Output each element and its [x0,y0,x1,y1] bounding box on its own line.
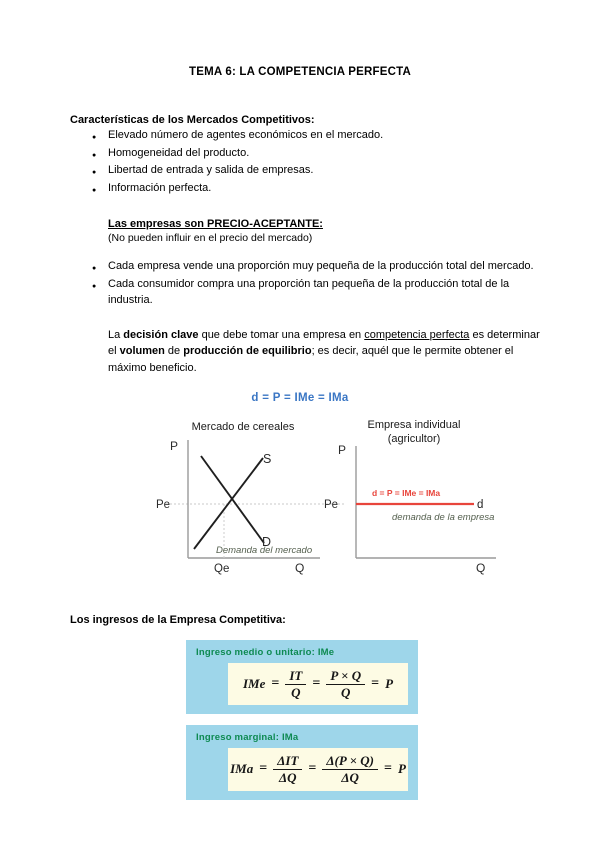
card-ingreso-medio [186,640,418,714]
chart-title-empresa-line2: (agricultor) [387,433,441,445]
eq-op-2-ime: = [312,676,321,692]
charts-figure [148,416,508,586]
list-item: ● Información perfecta. [0,180,600,197]
key-equation: d = P = IMe = IMa [251,392,349,404]
bullet-list-proporciones [0,258,600,309]
equation-ingreso-medio [243,669,393,699]
formula-cards [186,640,418,800]
firm-demand-equation-label: d = P = IMe = IMa [372,488,441,498]
eq-lhs-ime: IMe [242,676,266,692]
eq-frac1-numerator-ima: ΔIT [273,754,302,770]
eq-rhs-ima: P [397,761,406,777]
card-title-ingreso-marginal: Ingreso marginal: IMa [196,732,299,744]
chart-title-mercado: Mercado de cereales [191,421,295,433]
eq-fraction-1-ime [285,669,306,699]
eq-op-1-ima: = [259,761,268,777]
eq-frac2-denominator-ima: ΔQ [341,769,359,785]
list-item: ● Homogeneidad del producto. [0,145,600,162]
demanda-de-la-empresa-label: demanda de la empresa [392,512,495,523]
sub-note-precio-aceptante: (No pueden influir en el precio del mercado) [108,232,313,244]
y-tick-pe-right: Pe [324,499,339,511]
chart-title-empresa-line1: Empresa individual [367,419,461,431]
para-bold-volumen: volumen [119,345,165,357]
para-bold-decision-clave: decisión clave [123,328,199,341]
page-title: TEMA 6: LA COMPETENCIA PERFECTA [189,66,411,78]
y-tick-pe-left: Pe [156,499,171,511]
para-underline-competencia-perfecta: competencia perfecta [364,328,470,341]
firm-demand-d-label: d [477,499,484,511]
list-item: ● Cada consumidor compra una proporción tan pequeña de la producción total de la industria. [0,276,600,309]
section-heading-caracteristicas: Características de los Mercados Competitivos: [70,114,315,126]
eq-frac1-numerator-ime: IT [285,669,306,685]
paragraph-decision-clave [108,309,542,377]
card-ingreso-marginal [186,725,418,799]
economics-diagrams [148,416,508,586]
eq-frac2-numerator-ime: P × Q [326,669,365,685]
eq-fraction-1-ima [273,754,302,784]
eq-op-1-ime: = [271,676,280,692]
equation-box-ingreso-medio [228,663,408,705]
eq-frac2-denominator-ime: Q [341,684,351,700]
bullet-list-caracteristicas [0,127,600,196]
equation-box-ingreso-marginal [228,748,408,790]
eq-frac1-denominator-ima: ΔQ [279,769,297,785]
section-heading-ingresos: Los ingresos de la Empresa Competitiva: [70,614,286,626]
demand-curve-label: D [262,535,272,549]
eq-frac1-denominator-ime: Q [291,684,301,700]
y-axis-label-right: P [338,443,347,457]
para-text-2: que debe tomar una empresa en [198,328,365,341]
para-text-4: de [164,345,184,357]
eq-op-3-ime: = [371,676,380,692]
demanda-del-mercado-label: Demanda del mercado [216,545,313,556]
list-item: ● Libertad de entrada y salida de empresas. [0,162,600,179]
x-axis-label-right: Q [476,561,486,575]
supply-curve-left [194,458,263,549]
decision-clave-block [0,309,600,377]
eq-rhs-ime: P [385,676,394,692]
precio-aceptante-block [0,196,600,244]
para-text-3: es determinar el [108,328,540,357]
list-item: ● Elevado número de agentes económicos en el mercado. [0,127,600,144]
para-text-1: La [108,328,124,341]
eq-op-2-ima: = [308,761,317,777]
eq-op-3-ima: = [383,761,392,777]
para-text-5: ; es decir, aquél que le permite obtener el máximo beneficio. [108,345,514,374]
y-axis-label-left: P [170,439,179,453]
list-item: ● Cada empresa vende una proporción muy pequeña de la producción total del mercado. [0,258,600,275]
eq-frac2-numerator-ima: Δ(P × Q) [322,754,378,770]
card-title-ingreso-medio: Ingreso medio o unitario: IMe [196,647,335,658]
eq-fraction-2-ime [326,669,365,699]
x-axis-label-left: Q [295,561,305,575]
chart-mercado-de-cereales [156,421,320,575]
supply-curve-label: S [263,452,272,466]
eq-lhs-ima: IMa [230,761,254,777]
equation-ingreso-marginal [230,754,406,784]
sub-heading-precio-aceptante: Las empresas son PRECIO-ACEPTANTE: [108,218,323,230]
para-bold-produccion-equilibrio: producción de equilibrio [183,345,312,357]
chart-empresa-individual [324,419,496,575]
eq-fraction-2-ima [322,754,378,784]
x-tick-qe-left: Qe [214,563,230,575]
